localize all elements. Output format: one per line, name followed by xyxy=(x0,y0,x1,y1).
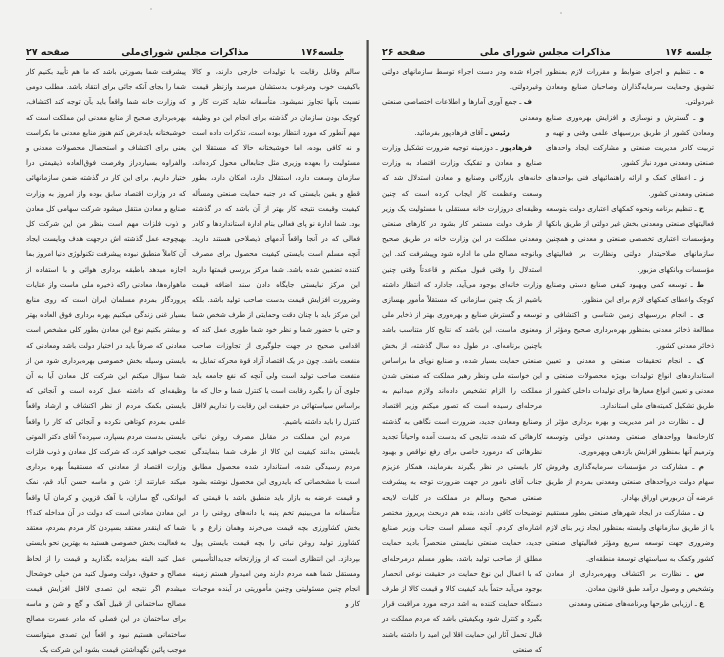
page-header xyxy=(382,40,712,60)
text-column-right xyxy=(192,64,360,611)
list-item: ل ـ نظارت در امر مدیریت و بهره برداری مؤثر از کارخانه‌ها وواحدهای صنعتی ومعدنی دولتی وتوسعه وترمیم آنها بمنظور افزایش بازدهی وبهره‌وری. xyxy=(546,416,714,457)
scan-speck xyxy=(150,8,152,10)
scan-speck xyxy=(560,12,562,14)
list-item: ی ـ انجام بررسیهای زمین شناسی و اکتشافی و مطالعة ذخائر معدنی بمنظور بهره‌برداری صحیح ومؤثر از ذخائر معدنی کشور. xyxy=(546,310,714,350)
continuation-text: اجراء شده ودر دست اجراء توسط سازمانهای دولتی وغیردولتی. xyxy=(382,67,542,92)
session-number: جلسه ۱۷۶ xyxy=(665,47,712,58)
paragraph: مردم این مملکت در مقابل مصرف روغن نباتی بایستی بدانند کیفیت این کالا از طرف شما بنمایندگی مردم رسیدگی شده، استاندارد شده محصول مطابق است با مشخصاتی که بایدروی این محصول نوشته بشود و قیمت عرضه به بازار باید منطبق باشد با قیمتی که متأسفانه ما می‌بینیم تخم پنبه یا دانه‌های روغنی را در بخش کشاورزی بچه قیمت می‌خرند وهمان زارع و یا کشاورز تولید روغن نباتی را بچه قیمت بایستی پول بپردازد. این انتظاری است که از وزارتخانه جدیدالتأسیس ومستقل شما همه مردم دارند ومن امیدوار هستم زمینه انجام چنین مسئولیتی وچنین مأموریتی در آینده موجبات کار و xyxy=(192,431,360,609)
list-item: ط ـ توسعه کمی وبهبود کیفی صنایع دستی وصنایع کوچک واعطای کمکهای لازم برای این منظور. xyxy=(546,279,714,305)
text-column-right xyxy=(546,64,714,611)
list-item: و ـ گسترش و نوسازی و افزایش بهره‌وری صنایع ومعادن کشور از طریق بررسیهای علمی وفنی و تهیه و تربیت کادر مدیریت صنعتی و مشارکت ایجاد واحدهای صنعتی ومعدنی مورد نیاز کشور. xyxy=(546,112,714,168)
page-header xyxy=(26,40,344,60)
speaker-name: رئیس ـ xyxy=(485,127,510,137)
list-item: ز ـ اعطای کمک و ارائه راهنمائیهای فنی بواحدهای صنعتی ومعدنی کشور. xyxy=(546,173,714,198)
list-item: ح ـ تنظیم برنامه ونحوه کمکهای اعتباری دولت بتوسعه فعالیتهای صنعتی ومعدنی بخش غیر دولتی از طریق بانکها ومؤسسات اعتباری تخصصی صنعتی و معدنی و همچنین سازمانهای صلاحیتدار دولتی ونظارت بر فعالیتهای مؤسسات وبانکهای مزبور. xyxy=(546,203,714,274)
list-item: ه ـ تنظیم و اجرای ضوابط و مقررات لازم بمنظور تشویق وحمایت سرمایه‌گذاران وصاحبان صنایع ومعادن غیردولتی. xyxy=(546,67,714,107)
book-gutter xyxy=(366,40,369,595)
paragraph: سالم وقابل رقابت با تولیدات خارجی دارند، و کالا باکیفیت خوب ومرغوب بدستشان میرسد وازنظر قیمت نسبت بآنها تجاوز نمیشود. متأسفانه شاید کثرت کار و کوچک بودن سازمان در گذشته برای انجام این دو وظیفه مهم آنطور که مورد انتظار بوده است، تذکرات داده است و نه کافی بوده، اما خوشبختانه حالا که مستقلا این مسئولیت را بعهده وزیری مثل جنابعالی محول کرده‌اند، سازمان وسعت دارد، استقلال دارد، امکان دارد، بطور قطع و یقین بایستی که در جنبه حمایت صنعتی ومسأله کیفیت وقیمت نتیجه کار بهتر از آن باشد که در گذشته بود. شما ادارة نو پای فعالی بنام ادارة استانداردها و کادر فعالی که در آنجا واقعاً آدمهای ذیصلاحی هستند دارید. آنچه مسلم است بایستی کیفیت محصول برای مصرف کننده تضمین شده باشد. شما مرکز بررسی قیمتها دارید این مرکز نبایستی جایگاه دادن سند اضافه قیمت وضرورت افزایش قیمت بدست صاحب تولید باشد. بلکه این مرکز باید با چنان دقت وحمایتی از طرف شخص شما و حتی با حضور شما و نظر خود شما طوری عمل کند که اقدامی صحیح در جهت جلوگیری از تجاوزات صاحب منفعت باشد. چون در یک اقتصاد آزاد قوة محرکه تمایل به منفعت صاحب تولید است ولی آنچه که نفع جامعه باید جلوی آن را بگیرد رقابت است یا کنترل شما و حال که ما براساس سیاستهائی در حقیقت این رقابت را نداریم لااقل کنترل را باید داشته باشیم. xyxy=(192,67,360,426)
page-26 xyxy=(370,0,724,654)
paragraph: پیشرفت شما بصورتی باشد که ما هم تأیید بکنیم کار شما را بجای آنکه جائی برای انتقاد باشد. مطلب دومی که وزارت خانه شما واقعاً باید بآن توجه کند اکتشاف، بهره‌برداری صحیح از منابع معدنی این مملکت است که خوشبختانه بایدعرض کنم هنوز منابع معدنی ما بکراست یعنی برای اکتشاف و استحصال محصولات معدنی و والفراوه بسیاردراز وفرصت فوق‌العاده ذیقیمتی درا ختیار داریم. برای این کار در گذشته ضمن سازمانهائی که در وزارت اقتصاد سابق بوده واز امروز به وزارت صنایع و معادن منتقل میشود شرکت سهامی کل معادن و ذوب فلزات مهم است بنظر من این شرکت کل بهیچوجه عمل گذشته اش درجهت هدف وبایست ایجاد آن کاملاً منطبق نبوده پیشرفت تکنولوژی دنیا امروز بما اجازه میدهد باطبقه برداری هوائی و با استفاده از ماهواره‌ها، معادنی راکه ذخیره ملی ماست واز عنایات پروردگار بمردم مسلمان ایران است که روی منابع بسیار غنی زندگی میکنیم بهره برداری فوق العاده بهتر و بیشتر بکنیم نوع این معادن بطور کلی مشخص است معادنی که صرفاً باید در اختیار دولت باشد ومعادنی که بایستی وسیله بخش خصوصی بهره‌برداری شود من از شما سؤال میکنم این شرکت کل معادن آیا به آن وظیفه‌ای که داشته عمل کرده است و آنجائی که بایستی بکمک مردم از نظر اکتشاف و ارشاد واقعاً علمی بمردم کوتاهی نکرده و آنجائی که کار را واقعاً بایستی بدست مردم بسپارد، سپرده؟ آقای دکتر الموتی تعجب خواهید کرد، که شرکت کل معادن و ذوب فلزات وزارت اقتصاد از معادنی که مستقیماً بهره برداری میکند عبارتند از: شن و ماسه حسن آباد قم، نمک ایوانکی، گچ ساران، با آهک قزوین و کرمان آیا واقعاً این معادن معادنی است که دولت در آن مداخله کند؟! شما که اینقدر معتقد بسپردن کار مردم بمردم، معتقد به فعالیت بخش خصوصی هستید به بهترین نحو بایستی عمل کنید البته بمزایده بگذارید و قیمت را از لحاظ مصالح و حقوق، دولت وصول کنید من خیلی خوشحال میشدم اگر نتیجه این تصدی لااقل افزایش قیمت مصالح ساختمانی از قبیل آهک و گچ و شن و ماسه برای ساختمان در این فصلی که مادر عسرت مصالح ساختمانی هستیم نبود و اقعاً این تصدی میتوانست موجب پائین نگهداشتن قیمت بشود این شرکت یک xyxy=(26,67,186,654)
page-number: صفحه ۲۶ xyxy=(382,47,426,58)
list-item: ک ـ انجام تحقیقات صنعتی و معدنی و تعیین استانداردهای انواع تولیدات بویژه محصولات صنعتی و معدنی و تعیین انواع معیارها برای تولیدات داخلی کشور از طریق تشکیل کمیته‌های ملی استاندارد. xyxy=(546,355,714,411)
chair-line: رئیس ـ آقای فرهادپور بفرمائید. xyxy=(414,127,510,137)
list-item: ف ـ جمع آوری آمارها و اطلاعات اختصاصی صنعتی ومعدنی xyxy=(382,97,542,122)
list-item: م ـ مشارکت در مؤسسات سرمایه‌گذاری وفروش سهام دولت درواحدهای صنعتی ومعدنی بمردم از طریق عرضه آن دربورس اوراق بهادار. xyxy=(546,462,714,502)
running-title: مذاکرات مجلس شورای ملی xyxy=(479,47,611,58)
speaker-name: فرهادپور xyxy=(500,143,532,153)
running-title: مذاکرات مجلس شورای‌ملی xyxy=(121,47,249,58)
text-column-left xyxy=(382,64,542,657)
speech: فرهادپور ـ دوزمینه توجیه ضرورت تشکیل وزارت صنایع و معادن و تفکیک وزارت اقتصاد به وزارت خانه‌های بازرگانی وصنایع و معادن استدلال شد که وسعت وعظمت کار ایجاب کرده است که چنین وظیفه‌ای دروزارت خانه مستقلی با مسئولیت یک وزیر از طرف دولت مستمر کار بشود در کارهای صنعتی ومعدنی مملکت در این وزارت خانه در طریق صحیح وبانوجه مصالح ملی ما اداره شود وپیشرفت کند. این استدلال را وقتی قبول میکنم و قاعدتاً وقتی چنین وزارت خانه‌ای بوجود می‌آید، جادارد که انتظار داشته باشیم از یک چنین سازمانی که مستقلاً مأمور بهسازی توسعه و گسترش صنایع و بهره‌وری بهتر از ذخایر ملی ومعنوی ماست، این باشد که نتایج کار متناسب باشد باچنین برنامه‌ای. در طول ده سال گذشته، از بخش صنعتی حمایت بسیار شده، و صنایع نوپای ما براساس این خواسته ملی ونظر رهبر مملکت که صنعتی شدن مملکت را الزام تشخیص داده‌اند ولازم میدانیم به مرحله‌ای رسیده است که تصور میکنم وزیر اقتصاد وصنایع ومعادن جدید، ضرورت است نگاهی به گذشته کارهائی که شده، نتایجی که بدست آمده واحیاناً تجدید نظرهائی که درمورد خاصی برای رفع نواقص و بهبود کار بایستی در نظر بگیرند بفرمایند، همکار عزیزم جناب آقای نامور در جهت ضرورت توجه به پیشرفت صنعتی صحیح وسالم در مملکت در کلیات لایحه توضیحات کافی دادند، بنده هم دربحث پریروز مختصر اشاره‌ای کردم. آنچه مسلم است جناب وزیر صنایع جدید، حمایت صنعتی نبایستی منحصراً بادید حمایت مطلق از صاحب تولید باشد، بطور مسلم درمرحله‌ای که با اعمال این نوع حمایت در حقیقت نوعی انحصار بوجود می‌آید حتماً باید کیفیت کالا و قیمت کالا از طرف دستگاه حمایت کننده به اشد درجه مورد مراقبت قرار بگیرد و کنترل شود وبکیفیتی باشد که مردم مملکت در قبال تحمل آثار این حمایت اقلا این امید را داشته باشند که صنعتی xyxy=(382,143,542,654)
session-number: جلسه۱۷۶ xyxy=(300,47,344,58)
scan-speck xyxy=(60,580,62,582)
list-item: ع ـ ارزیابی طرحها وبرنامه‌های صنعتی ومعدنی xyxy=(568,599,704,609)
list-item: ن ـ مشارکت در ایجاد شهرهای صنعتی بطور مستقیم یا از طریق سازمانهای وابسته بمنظور ایجاد زیر بنای لازم وضروری جهت توسعه سریع ومؤثر فعالیتهای صنعتی کشور وکمک به سیاستهای توسعة منطقه‌ای. xyxy=(546,507,714,563)
text-column-left xyxy=(26,64,186,657)
page-number: صفحه ۲۷ xyxy=(26,47,70,58)
list-item: س ـ نظارت بر اکتشاف وبهره‌برداری از معادن وتشخیص و وصول درآمد طبق قانون معادن. xyxy=(546,568,714,593)
